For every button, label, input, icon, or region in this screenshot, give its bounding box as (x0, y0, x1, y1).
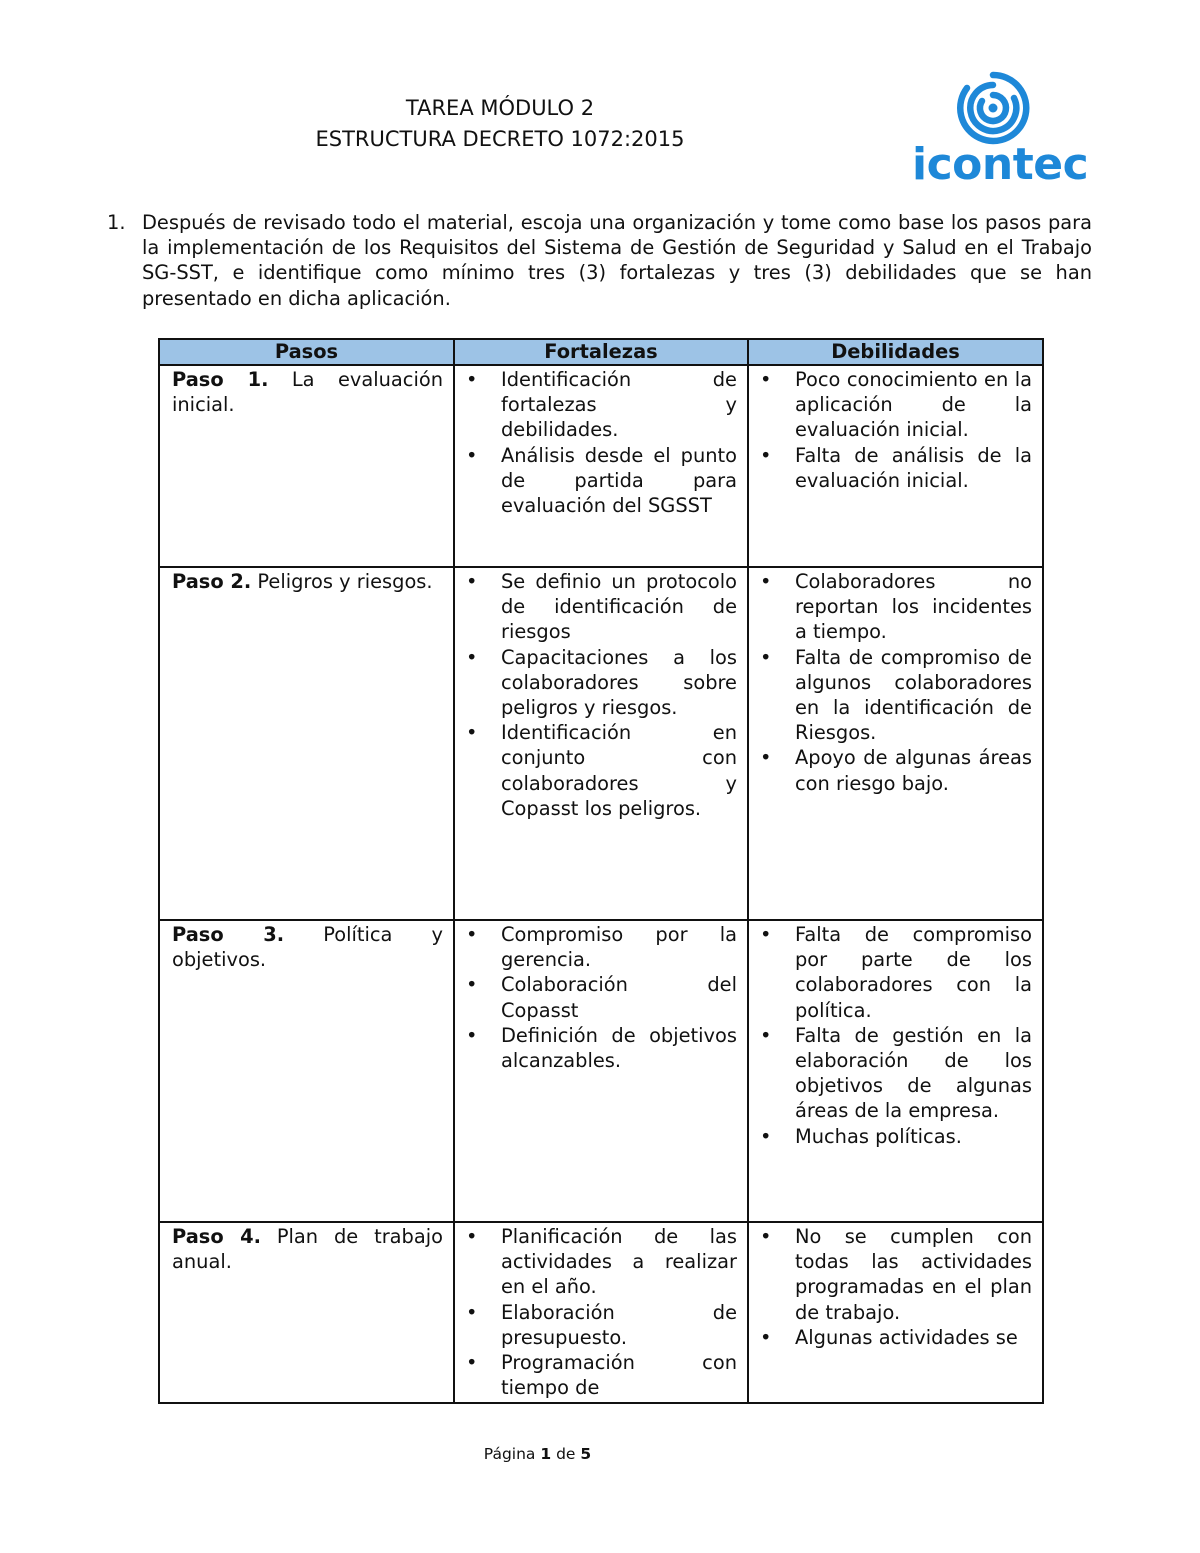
fortalezas-list (465, 922, 737, 1073)
table-header-row (159, 339, 1043, 365)
list-item: • Se definio un protocolo de identificación de riesgos (501, 569, 737, 645)
list-item: • Capacitaciones a los colaboradores sobre peligros y riesgos. (501, 645, 737, 721)
title-line-2: ESTRUCTURA DECRETO 1072:2015 (315, 127, 685, 151)
logo-wordmark: icontec (912, 139, 1089, 190)
table-row (159, 920, 1043, 1222)
question-number: 1. (107, 211, 126, 234)
debilidades-cell (748, 365, 1043, 567)
title-line-1: TAREA MÓDULO 2 (405, 96, 595, 120)
paso-label: Paso 3. (172, 923, 285, 946)
list-item: • Definición de objetivos alcanzables. (501, 1023, 737, 1073)
fortalezas-cell (454, 365, 748, 567)
list-item: • Identificación de fortalezas y debilidades. (501, 367, 737, 443)
document-title (0, 93, 1000, 155)
debilidades-list (759, 367, 1032, 493)
list-item: • Falta de análisis de la evaluación inicial. (795, 443, 1032, 493)
page-footer (0, 1445, 1075, 1463)
paso-cell (159, 365, 454, 567)
list-item: • Falta de compromiso de algunos colaboradores en la identificación de Riesgos. (795, 645, 1032, 746)
header-pasos: Pasos (159, 339, 454, 365)
paso-label: Paso 4. (172, 1225, 261, 1248)
list-item: • Falta de gestión en la elaboración de los objetivos de algunas áreas de la empresa. (795, 1023, 1032, 1124)
list-item: • Programación con tiempo de (501, 1350, 737, 1400)
list-item: • Elaboración de presupuesto. (501, 1300, 737, 1350)
list-item: • Poco conocimiento en la aplicación de la evaluación inicial. (795, 367, 1032, 443)
fortalezas-list (465, 367, 737, 518)
fortalezas-list (465, 1224, 737, 1400)
icontec-symbol-icon (955, 70, 1031, 146)
paso-text: Plan de trabajo anual. (172, 1225, 443, 1274)
list-item: • Muchas políticas. (795, 1124, 1032, 1149)
paso-cell (159, 920, 454, 1222)
fortalezas-cell (454, 920, 748, 1222)
paso-text: Peligros y riesgos. (251, 570, 433, 593)
list-item: • Falta de compromiso por parte de los colaboradores con la política. (795, 922, 1032, 1023)
paso-text: La evaluación inicial. (172, 368, 444, 417)
list-item: • Compromiso por la gerencia. (501, 922, 737, 972)
question-1 (107, 210, 1092, 311)
fortalezas-list (465, 569, 737, 821)
debilidades-cell (748, 567, 1043, 920)
fortalezas-cell (454, 1222, 748, 1403)
table-row (159, 1222, 1043, 1403)
list-item: • Análisis desde el punto de partida para evaluación del SGSST (501, 443, 737, 519)
page-total: 5 (580, 1445, 592, 1463)
list-item: • Apoyo de algunas áreas con riesgo bajo. (795, 745, 1032, 795)
paso-text: Política y objetivos. (172, 923, 443, 972)
debilidades-cell (748, 1222, 1043, 1403)
table-row (159, 567, 1043, 920)
list-item: • No se cumplen con todas las actividades programadas en el plan de trabajo. (795, 1224, 1032, 1325)
steps-table (158, 338, 1044, 1404)
page-current: 1 (540, 1445, 552, 1463)
debilidades-list (759, 1224, 1032, 1350)
table-row (159, 365, 1043, 567)
of-word: de (556, 1445, 576, 1463)
icontec-logo (912, 70, 1089, 190)
header-debilidades: Debilidades (748, 339, 1043, 365)
debilidades-list (759, 569, 1032, 796)
paso-label: Paso 2. (172, 570, 252, 593)
list-item: • Identificación en conjunto con colaboradores y Copasst los peligros. (501, 720, 737, 821)
paso-cell (159, 567, 454, 920)
page-word: Página (483, 1445, 536, 1463)
paso-label: Paso 1. (172, 368, 269, 391)
debilidades-cell (748, 920, 1043, 1222)
list-item: • Planificación de las actividades a realizar en el año. (501, 1224, 737, 1300)
paso-cell (159, 1222, 454, 1403)
fortalezas-cell (454, 567, 748, 920)
list-item: • Algunas actividades se (795, 1325, 1032, 1350)
list-item: • Colaboradores no reportan los incidentes a tiempo. (795, 569, 1032, 645)
header-fortalezas: Fortalezas (454, 339, 748, 365)
debilidades-list (759, 922, 1032, 1149)
question-text: Después de revisado todo el material, escoja una organización y tome como base los pasos para la implementación de los Requisitos del Sistema de Gestión de Seguridad y Salud en el Trabajo SG-SST, e identifique como mínimo tres (3) fortalezas y tres (3) debilidades que se han presentado en dicha aplicación. (142, 211, 1092, 310)
list-item: • Colaboración del Copasst (501, 972, 737, 1022)
